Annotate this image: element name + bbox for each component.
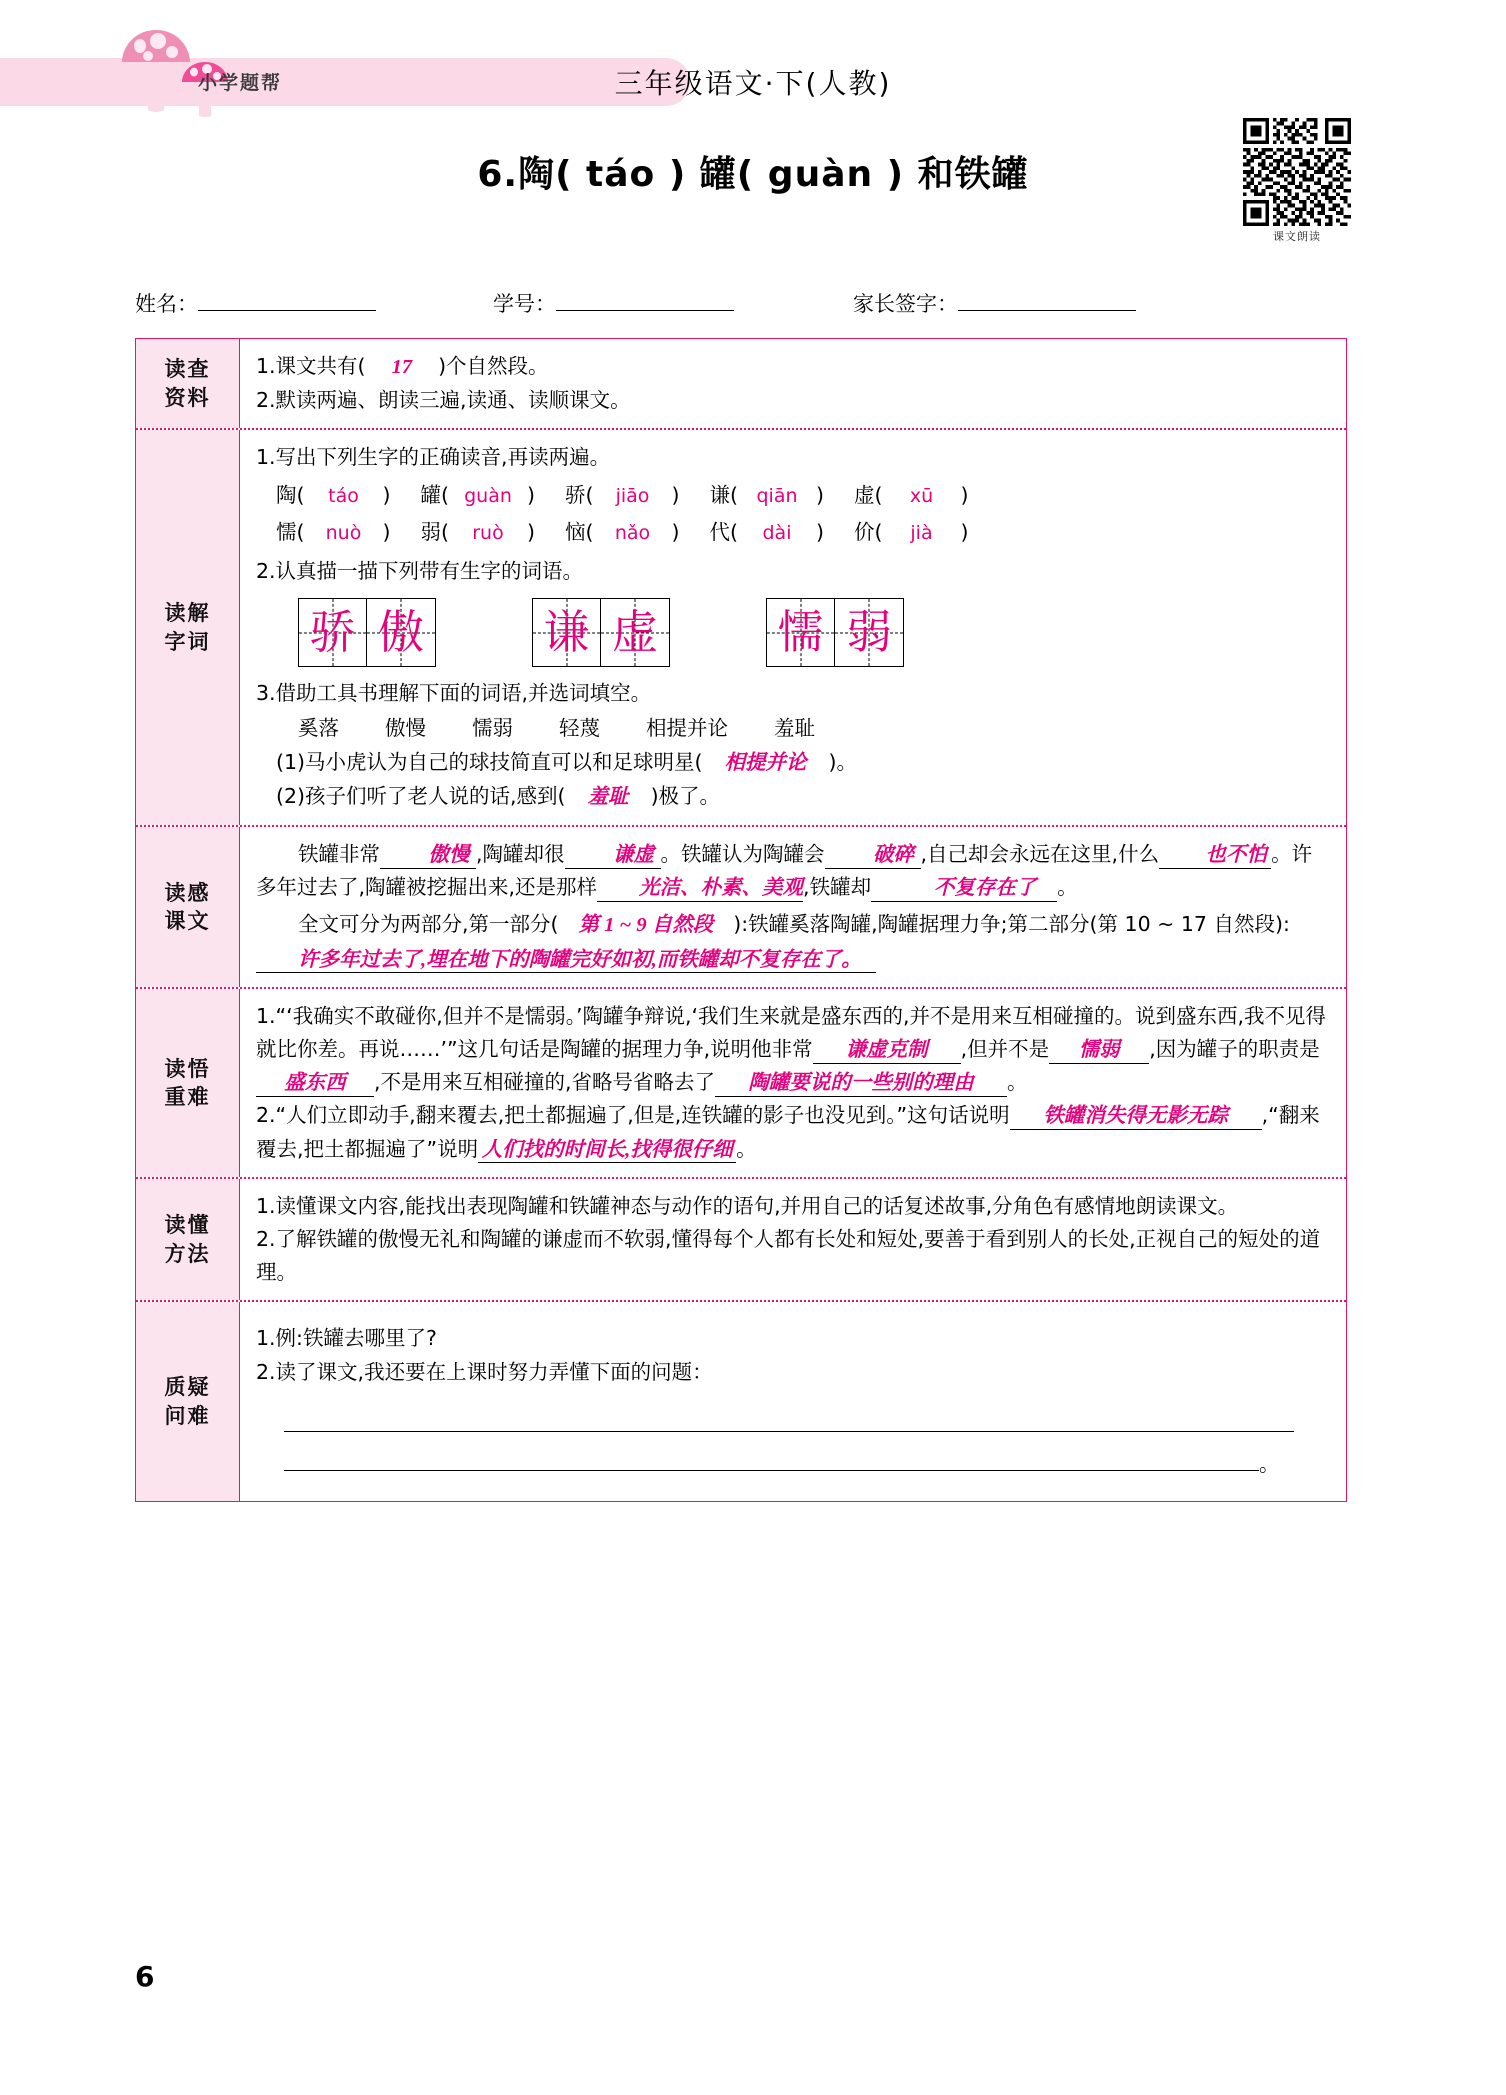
trace-char: 谦 — [543, 606, 590, 658]
category-cell-questions — [136, 1302, 240, 1501]
pinyin-hanzi: 代 — [709, 519, 730, 544]
category-cell-methods — [136, 1179, 240, 1301]
category-line-1: 质疑 — [164, 1375, 211, 1400]
table-row — [136, 339, 1346, 430]
trace-char: 虚 — [612, 606, 658, 658]
fill1-suffix: )。 — [828, 749, 858, 774]
comprehension-paragraph-1 — [256, 838, 1332, 904]
q1-suffix: )个自然段。 — [438, 354, 549, 378]
pinyin-hanzi: 谦 — [709, 482, 730, 507]
fill1-prefix: (1)马小虎认为自己的球技简直可以和足球明星( — [276, 749, 703, 774]
p2-a: 全文可分为两部分,第一部分( — [298, 912, 559, 937]
p1-answer-6[interactable]: 不复存在了 — [871, 876, 1057, 902]
answer-line-2[interactable] — [284, 1444, 1259, 1471]
qr-code-icon[interactable] — [1243, 118, 1351, 226]
category-line-1: 读解 — [164, 601, 211, 626]
p1-a: 铁罐非常 — [298, 842, 380, 867]
tianzige-cell[interactable] — [766, 598, 835, 667]
vocab-q3-title: 3.借助工具书理解下面的词语,并选词填空。 — [256, 681, 652, 706]
category-line-2: 方法 — [164, 1241, 211, 1266]
section-body-keypoints — [240, 989, 1346, 1177]
qr-caption: 课文朗读 — [1273, 230, 1321, 243]
pinyin-item[interactable]: 罐 ( guàn ) — [421, 479, 536, 512]
word-bank-item: 傲慢 — [385, 716, 426, 741]
pinyin-item[interactable]: 谦 ( qiān ) — [710, 479, 825, 512]
category-line-1: 读查 — [164, 357, 211, 382]
category-cell-keypoints — [136, 989, 240, 1177]
pinyin-item[interactable]: 懦 ( nuò ) — [276, 516, 391, 549]
tracing-grid-group[interactable] — [298, 598, 436, 667]
category-cell-vocabulary — [136, 430, 240, 825]
tianzige-cell[interactable] — [835, 598, 904, 667]
word-bank-item: 轻蔑 — [559, 716, 600, 741]
field-name-input[interactable] — [198, 289, 376, 311]
field-parentsign-label: 家长签字： — [853, 292, 958, 316]
kq2-b: ,“翻来覆去,把土都掘遍了”说明 — [256, 1103, 1320, 1161]
p1-answer-2[interactable]: 谦虚 — [565, 843, 661, 869]
method-item-2: 2.了解铁罐的傲慢无礼和陶罐的谦虚而不软弱,懂得每个人都有长处和短处,要善于看到别人的长处,正视自己的短处的道理。 — [256, 1227, 1321, 1285]
p1-g: 。 — [1057, 875, 1078, 900]
worksheet-table — [135, 338, 1347, 1502]
table-row — [136, 430, 1346, 827]
tracing-grid-group[interactable] — [532, 598, 670, 667]
question-2: 2.默读两遍、朗读三遍,读通、读顺课文。 — [256, 388, 631, 413]
fill2-answer[interactable]: 羞耻 — [587, 785, 629, 808]
category-line-2: 字词 — [164, 629, 211, 654]
p2-answer-2[interactable]: 许多年过去了,埋在地下的陶罐完好如初,而铁罐却不复存在了。 — [256, 948, 876, 974]
tianzige-cell[interactable] — [532, 598, 601, 667]
p2-b: ):铁罐奚落陶罐,陶罐据理力争;第二部分(第 10 ~ 17 自然段): — [733, 912, 1290, 937]
pinyin-item[interactable]: 价 ( jià ) — [854, 516, 969, 549]
trace-char: 懦 — [777, 606, 824, 658]
pinyin-answer[interactable]: xū — [909, 484, 934, 507]
p1-answer-4[interactable]: 也不怕 — [1159, 843, 1271, 869]
pinyin-hanzi: 懦 — [276, 519, 297, 544]
field-studentid-input[interactable] — [556, 289, 734, 311]
p1-answer-3[interactable]: 破碎 — [825, 843, 921, 869]
question-1 — [256, 350, 1332, 384]
vocab-q2-title: 2.认真描一描下列带有生字的词语。 — [256, 559, 584, 584]
method-item-1: 1.读懂课文内容,能找出表现陶罐和铁罐神态与动作的语句,并用自己的话复述故事,分角色有感情地朗读课文。 — [256, 1193, 1239, 1218]
answer-line-2-wrap — [284, 1444, 1332, 1481]
kq1-answer-3[interactable]: 盛东西 — [256, 1071, 374, 1097]
pinyin-hanzi: 骄 — [565, 482, 586, 507]
fill2-prefix: (2)孩子们听了老人说的话,感到( — [276, 783, 566, 808]
pinyin-hanzi: 价 — [854, 519, 875, 544]
pinyin-item[interactable]: 虚 ( xū ) — [854, 479, 969, 512]
tracing-grid-group[interactable] — [766, 598, 904, 667]
brand-label: 小学题帮 — [198, 72, 283, 94]
field-name-label: 姓名： — [135, 292, 198, 316]
table-row — [136, 989, 1346, 1179]
pinyin-item[interactable]: 陶 ( táo ) — [276, 479, 391, 512]
kq1-answer-4[interactable]: 陶罐要说的一些别的理由 — [715, 1071, 1007, 1097]
field-name[interactable] — [135, 288, 376, 318]
kq2-c: 。 — [736, 1136, 757, 1161]
kq1-b: ,但并不是 — [960, 1037, 1050, 1062]
word-bank-item: 羞耻 — [774, 716, 815, 741]
table-row — [136, 827, 1346, 989]
vocab-q1-title: 1.写出下列生字的正确读音,再读两遍。 — [256, 445, 611, 470]
category-line-1: 读悟 — [164, 1056, 211, 1081]
p1-e: 。许多年过去了,陶罐被挖掘出来,还是那样 — [256, 842, 1313, 900]
student-info-row — [135, 288, 1345, 322]
pinyin-hanzi: 陶 — [276, 482, 297, 507]
page-title: 6.陶( táo ) 罐( guàn ) 和铁罐 — [477, 154, 1029, 195]
doubt-item-1: 1.例:铁罐去哪里了? — [256, 1326, 437, 1351]
pinyin-hanzi: 虚 — [854, 482, 875, 507]
pinyin-answer[interactable]: nǎo — [614, 521, 651, 544]
p1-c: 。铁罐认为陶罐会 — [660, 842, 825, 867]
p1-answer-1[interactable]: 傲慢 — [380, 843, 476, 869]
qr-code-block[interactable] — [1243, 118, 1351, 244]
field-parentsign-input[interactable] — [958, 289, 1136, 311]
kq2-a: 2.“人们立即动手,翻来覆去,把土都掘遍了,但是,连铁罐的影子也没见到。”这句话说明 — [256, 1103, 1010, 1128]
category-line-1: 读懂 — [164, 1213, 211, 1238]
pinyin-item[interactable]: 代 ( dài ) — [710, 516, 825, 549]
keypoint-question-1 — [256, 1000, 1332, 1100]
field-studentid[interactable] — [493, 288, 734, 318]
category-line-2: 重难 — [164, 1084, 211, 1109]
keypoint-question-2 — [256, 1099, 1332, 1165]
kq1-answer-1[interactable]: 谦虚克制 — [813, 1038, 961, 1064]
section-body-vocabulary — [240, 430, 1346, 825]
category-line-1: 读感 — [164, 880, 211, 905]
trace-char: 弱 — [846, 606, 892, 658]
kq1-a: 1.“‘我确实不敢碰你,但并不是懦弱。’陶罐争辩说,‘我们生来就是盛东西的,并不是用来互相碰撞的。说到盛东西,我不见得就比你差。再说……’”这几句话是陶罐的据理力争,说明他非常 — [256, 1003, 1327, 1062]
pinyin-answer[interactable]: dài — [762, 521, 792, 544]
answer-line-1[interactable] — [284, 1401, 1294, 1432]
table-row — [136, 1302, 1346, 1501]
pinyin-item[interactable]: 骄 ( jiāo ) — [565, 479, 680, 512]
kq1-answer-2[interactable]: 懦弱 — [1049, 1038, 1149, 1064]
section-body-reading-research — [240, 339, 1346, 428]
kq2-answer-1[interactable]: 铁罐消失得无影无踪 — [1010, 1104, 1262, 1130]
section-body-questions — [240, 1302, 1346, 1501]
trace-char: 骄 — [309, 606, 356, 658]
category-line-2: 资料 — [164, 385, 211, 410]
pinyin-item[interactable]: 弱 ( ruò ) — [421, 516, 536, 549]
tianzige-cell[interactable] — [298, 598, 367, 667]
answer-end-mark: 。 — [1259, 1451, 1280, 1476]
section-body-methods — [240, 1179, 1346, 1301]
word-bank-item: 相提并论 — [646, 716, 728, 741]
pinyin-answer[interactable]: nuò — [325, 521, 362, 544]
pinyin-answer[interactable]: jià — [910, 521, 933, 544]
pinyin-answer[interactable]: ruò — [472, 521, 504, 544]
p2-answer-1[interactable]: 第 1 ~ 9 自然段 — [578, 914, 714, 937]
pinyin-answer[interactable]: táo — [328, 484, 359, 507]
fill-blank-1 — [276, 746, 1332, 780]
field-parentsign[interactable] — [853, 288, 1136, 318]
pinyin-answer[interactable]: qiān — [756, 484, 798, 507]
kq1-c: ,因为罐子的职责是 — [1149, 1037, 1320, 1062]
section-body-comprehension — [240, 827, 1346, 987]
tianzige-cell[interactable] — [601, 598, 670, 667]
table-row — [136, 1179, 1346, 1303]
p1-answer-5[interactable]: 光洁、朴素、美观 — [597, 876, 803, 902]
comprehension-paragraph-2 — [256, 908, 1332, 975]
pinyin-hanzi: 恼 — [565, 519, 586, 544]
kq1-e: 。 — [1007, 1070, 1028, 1095]
trace-char: 傲 — [378, 606, 424, 658]
pinyin-answer[interactable]: jiāo — [615, 484, 650, 507]
subject-line: 三年级语文·下(人教) — [614, 67, 892, 100]
category-cell-reading-research — [136, 339, 240, 428]
q1-answer[interactable]: 17 — [391, 356, 413, 378]
fill-blank-2 — [276, 780, 1332, 814]
category-line-2: 问难 — [164, 1403, 211, 1428]
field-studentid-label: 学号： — [493, 292, 556, 316]
p1-b: ,陶罐却很 — [476, 842, 565, 867]
word-bank-item: 奚落 — [298, 716, 339, 741]
doubt-item-2: 2.读了课文,我还要在上课时努力弄懂下面的问题： — [256, 1359, 713, 1384]
kq2-answer-2[interactable]: 人们找的时间长,找得很仔细 — [478, 1138, 736, 1164]
category-line-2: 课文 — [164, 908, 211, 933]
category-cell-comprehension — [136, 827, 240, 987]
fill1-answer[interactable]: 相提并论 — [724, 751, 807, 774]
p1-f: ,铁罐却 — [803, 875, 872, 900]
p1-d: ,自己却会永远在这里,什么 — [920, 842, 1160, 867]
tracing-grids — [298, 598, 1332, 667]
tianzige-cell[interactable] — [367, 598, 436, 667]
page-number: 6 — [135, 1960, 155, 1993]
q1-prefix: 1.课文共有( — [256, 354, 366, 378]
fill2-suffix: )极了。 — [650, 783, 721, 808]
kq1-d: ,不是用来互相碰撞的,省略号省略去了 — [374, 1070, 716, 1095]
pinyin-hanzi: 弱 — [420, 519, 441, 544]
word-bank — [298, 712, 1332, 745]
pinyin-row-2 — [276, 516, 1332, 549]
pinyin-answer[interactable]: guàn — [464, 484, 512, 507]
pinyin-hanzi: 罐 — [420, 482, 441, 507]
pinyin-item[interactable]: 恼 ( nǎo ) — [565, 516, 680, 549]
pinyin-row-1 — [276, 479, 1332, 512]
word-bank-item: 懦弱 — [472, 716, 513, 741]
